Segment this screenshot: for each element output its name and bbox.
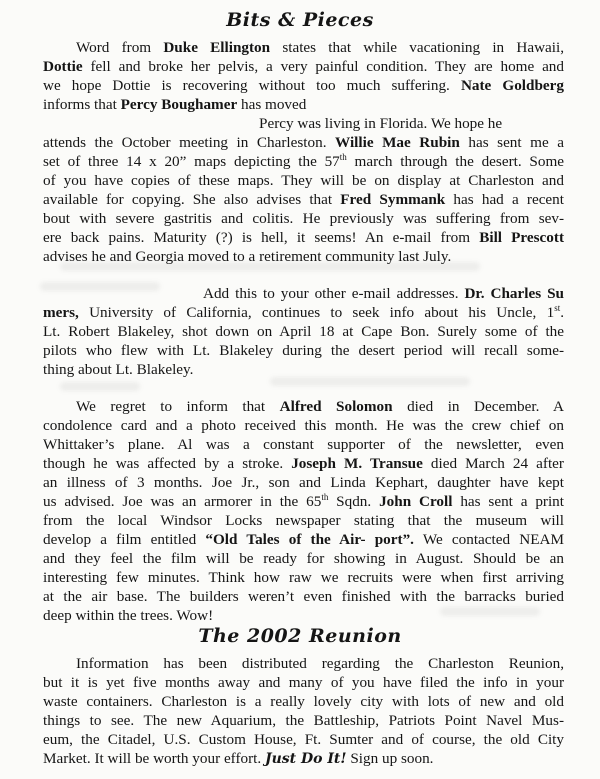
text-line: interesting few minutes. Think how raw we recruits were when first arriving [43,569,564,586]
text-line: an illness of 3 months. Joe Jr., son and Linda Kephart, daughter have kept [43,474,564,491]
text-line: ere back pains. Maturity (?) is hell, it seems! An e-mail from Bill Prescott [43,229,565,246]
text-line: Market. It will be worth your effort. Just Do It! Sign up soon. [43,750,434,767]
text-line: attends the October meeting in Charleston. Willie Mae Rubin has sent me a [43,134,564,151]
text-line: from the local Windsor Locks newspaper stating that the museum will [43,512,564,529]
text-line: and they feel the film will be ready for showing in August. Should be an [43,550,564,567]
text-line: eum, the Citadel, U.S. Custom House, Ft. Sumter and of course, the old City [43,731,564,748]
text-line: us advised. Joe was an armorer in the 65th Sqdn. John Croll has sent a print [43,492,564,510]
text-line: thing about Lt. Blakeley. [43,361,194,378]
text-line: deep within the trees. Wow! [43,607,214,624]
text-line: Information has been distributed regarding the Charleston Reunion, [76,655,564,672]
text-line: waste containers. Charleston is a really lovely city with lots of new and old [43,693,564,710]
text-line: Dottie fell and broke her pelvis, a very painful condition. They are home and [43,58,564,75]
section-title-bits-and-pieces: Bits & Pieces [226,9,374,31]
text-line: informs that Percy Boughamer has moved [43,96,307,113]
text-line: Percy was living in Florida. We hope he [259,115,503,132]
text-line: advises he and Georgia moved to a retirement community last July. [43,248,452,265]
text-line: Whittaker’s plane. Al was a constant supporter of the newsletter, even [43,436,564,453]
show-through-smudge [60,382,140,391]
text-line: things to see. The new Aquarium, the Battleship, Patriots Point Navel Mus- [43,712,564,729]
text-line: of you have copies of these maps. They will be on display at Charleston and [43,172,564,189]
text-line: develop a film entitled “Old Tales of the Air- port”. We contacted NEAM [43,531,564,548]
text-line: Add this to your other e-mail addresses. Dr. Charles Su [203,285,564,302]
text-line: mers, University of California, continues to seek info about his Uncle, 1st. [43,303,564,321]
text-line: bout with severe gastritis and colitis. He previously was suffering from sev- [43,210,564,227]
text-line: Word from Duke Ellington states that while vacationing in Hawaii, [76,39,565,56]
text-line: though he was affected by a stroke. Joseph M. Transue died March 24 after [43,455,564,472]
text-line: available for copying. She also advises that Fred Symmank has had a recent [43,191,564,208]
text-line: condolence card and a photo received this month. He was the crew chief on [43,417,564,434]
text-line: pilots who flew with Lt. Blakeley during the desert period will recall some- [43,342,564,359]
section-title-2002-reunion: The 2002 Reunion [198,625,402,647]
just-do-it-emphasis: Just Do It! [265,751,347,767]
text-line: but it is yet five months away and many of you have filed the info in your [43,674,564,691]
text-line: we hope Dottie is recovering without too much suffering. Nate Goldberg [43,77,564,94]
text-line: at the air base. The builders weren’t even finished with the barracks buried [43,588,564,605]
text-line: set of three 14 x 20” maps depicting the 57th march through the desert. Some [43,152,564,170]
text-line: Lt. Robert Blakeley, shot down on April 18 at Cape Bon. Surely some of the [43,323,564,340]
text-line: We regret to inform that Alfred Solomon died in December. A [76,398,564,415]
